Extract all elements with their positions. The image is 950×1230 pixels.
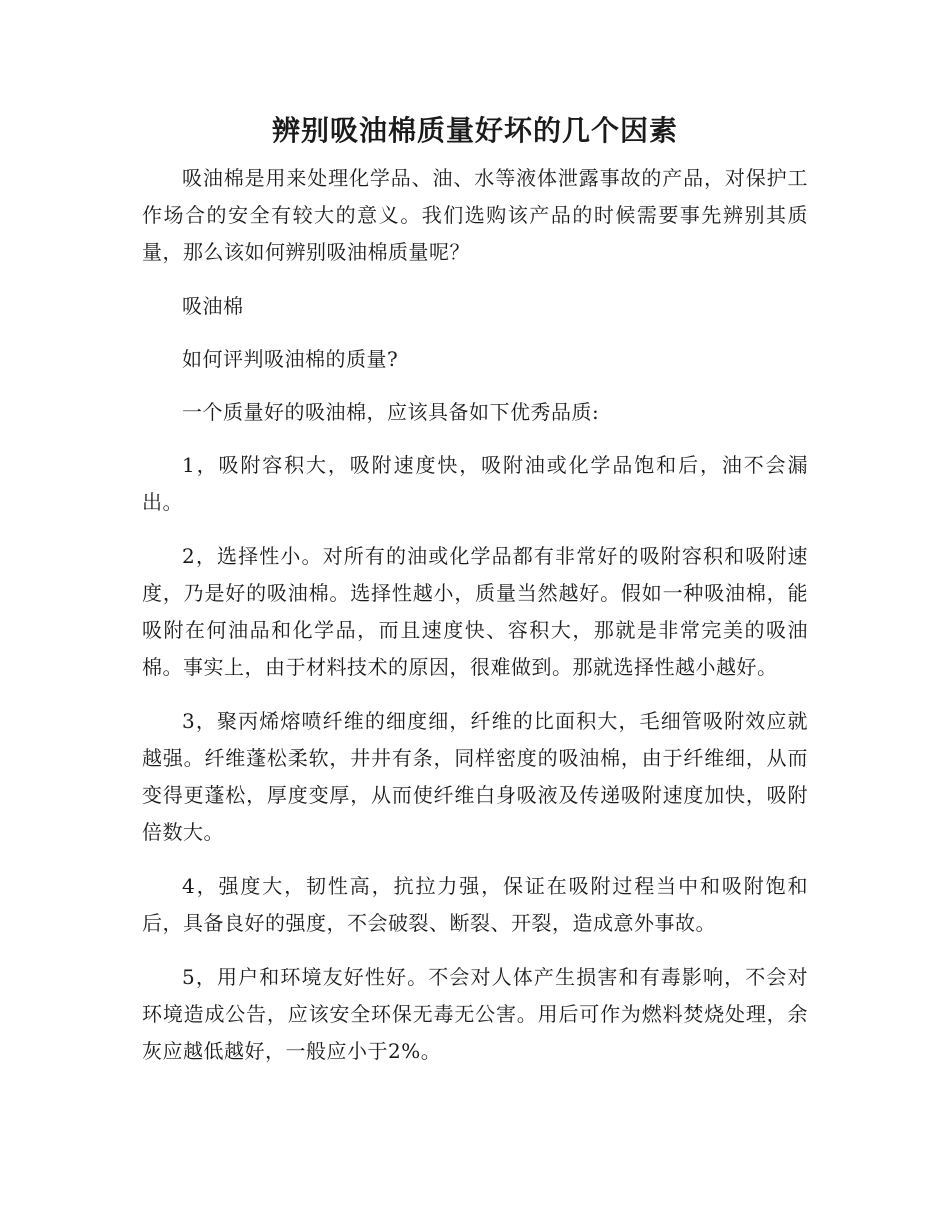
intro-paragraph: 吸油棉是用来处理化学品、油、水等液体泄露事故的产品，对保护工作场合的安全有较大的意义。我们选购该产品的时候需要事先辨别其质量，那么该如何辨别吸油棉质量呢？ — [142, 166, 808, 264]
point-5-paragraph: 5，用户和环境友好性好。不会对人体产生损害和有毒影响，不会对环境造成公告，应该安全环保无毒无公害。用后可作为燃料焚烧处理，余灰应越低越好，一般应小于2%。 — [142, 965, 808, 1063]
document-page — [142, 108, 808, 1087]
document-title: 辨别吸油棉质量好坏的几个因素 — [271, 114, 678, 147]
point-4-paragraph: 4，强度大，韧性高，抗拉力强，保证在吸附过程当中和吸附饱和后，具备良好的强度，不会破裂、断裂、开裂，造成意外事故。 — [142, 874, 808, 935]
point-3-paragraph: 3，聚丙烯熔喷纤维的细度细，纤维的比面积大，毛细管吸附效应就越强。纤维蓬松柔软，井井有条，同样密度的吸油棉，由于纤维细，从而变得更蓬松，厚度变厚，从而使纤维白身吸液及传递吸附速度加快，吸附倍数大。 — [142, 709, 808, 844]
point-1-paragraph: 1，吸附容积大，吸附速度快，吸附油或化学品饱和后，油不会漏出。 — [142, 453, 808, 514]
subheading-absorbent-cotton: 吸油棉 — [182, 294, 244, 318]
point-2-paragraph: 2，选择性小。对所有的油或化学品都有非常好的吸附容积和吸附速度，乃是好的吸油棉。选择性越小，质量当然越好。假如一种吸油棉，能吸附在何油品和化学品，而且速度快、容积大，那就是非常完美的吸油棉。事实上，由于材料技术的原因，很难做到。那就选择性越小越好。 — [142, 544, 808, 679]
subheading-how-to-judge: 如何评判吸油棉的质量? — [182, 347, 399, 371]
quality-intro-paragraph: 一个质量好的吸油棉，应该具备如下优秀品质: — [182, 400, 600, 424]
